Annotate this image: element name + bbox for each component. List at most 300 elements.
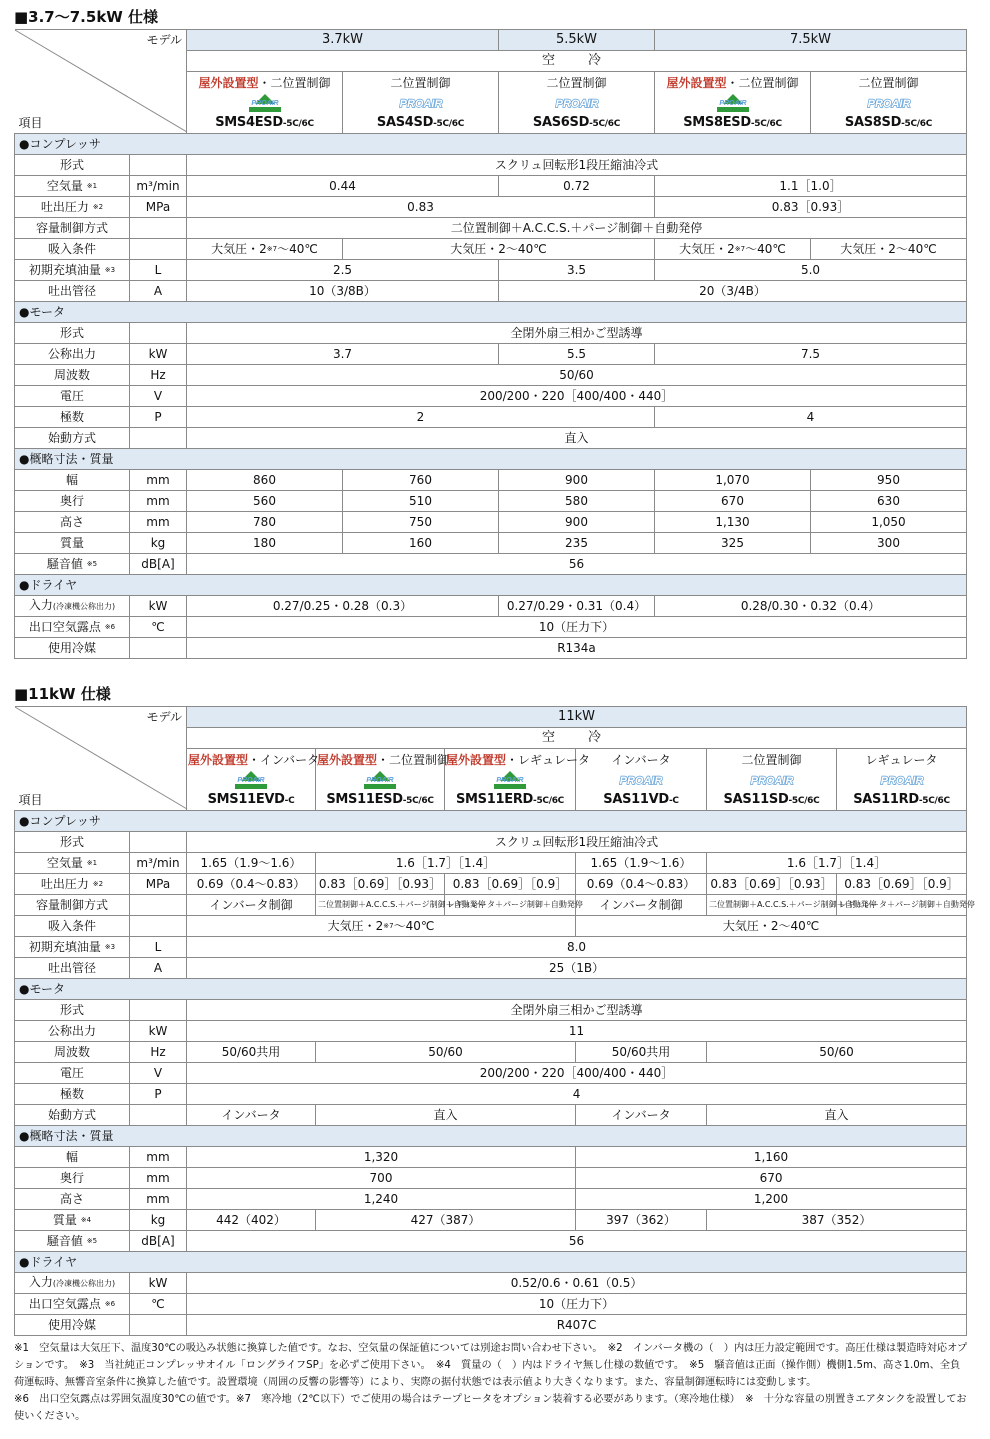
row-unit: MPa <box>130 874 187 895</box>
spec-row <box>15 533 967 554</box>
value-cell: 0.72 <box>499 176 655 197</box>
row-unit: Hz <box>130 1042 187 1063</box>
spec-row <box>15 596 967 617</box>
value-cell: 直入 <box>316 1105 576 1126</box>
spec-row <box>15 1000 967 1021</box>
row-unit: Hz <box>130 365 187 386</box>
value-cell: 160 <box>343 533 499 554</box>
category-row <box>15 1252 967 1273</box>
row-label: 質量 <box>15 533 130 554</box>
model-name <box>708 793 835 808</box>
model-code: SMS11ERD <box>455 792 534 807</box>
spec-row <box>15 1021 967 1042</box>
value-cell: スクリュ回転形1段圧縮油冷式 <box>187 832 967 853</box>
row-label: 吐出圧力 $^{※2}$ <box>15 874 130 895</box>
row-label: 奥行 <box>15 1168 130 1189</box>
model-type <box>577 753 705 767</box>
spec-row <box>15 874 967 895</box>
value-cell: 50/60 <box>316 1042 576 1063</box>
value-cell: 2.5 <box>187 260 499 281</box>
row-label: 吐出圧力 $^{※2}$ <box>15 197 130 218</box>
value-cell: 50/60 <box>707 1042 967 1063</box>
svg-text:PROAIR: PROAIR <box>366 777 394 784</box>
model-cell <box>576 749 707 811</box>
spec-row <box>15 512 967 533</box>
row-label: 形式 <box>15 155 130 176</box>
row-unit: kg <box>130 533 187 554</box>
value-cell: 0.83［0.69］［0.9］ <box>837 874 967 895</box>
value-cell: 4 <box>655 407 967 428</box>
row-unit: V <box>130 1063 187 1084</box>
value-cell: R134a <box>187 638 967 659</box>
value-cell: 全閉外扇三相かご型誘導 <box>187 323 967 344</box>
row-unit <box>130 638 187 659</box>
category-row <box>15 979 967 1000</box>
row-label: 幅 <box>15 470 130 491</box>
capacity-header: 3.7kW <box>187 30 499 51</box>
value-cell: 442（402） <box>187 1210 316 1231</box>
outdoor-label: 屋外設置型 <box>198 76 259 90</box>
proair-logo <box>549 93 605 113</box>
value-cell: 二位置制御＋A.C.C.S.＋パージ制御＋自動発停 <box>187 218 967 239</box>
spec-row <box>15 365 967 386</box>
row-label: 吸入条件 <box>15 916 130 937</box>
value-cell: レギュレータ＋パージ制御＋自動発停 <box>837 895 967 916</box>
model-suffix: -5C/6C <box>433 119 465 129</box>
model-cell <box>655 72 811 134</box>
spec-row <box>15 470 967 491</box>
model-suffix: -5C/6C <box>918 796 950 806</box>
value-cell: 1,070 <box>655 470 811 491</box>
spec-row <box>15 1273 967 1294</box>
value-cell: 900 <box>499 470 655 491</box>
row-unit <box>130 1000 187 1021</box>
model-cell <box>187 749 320 811</box>
category-row <box>15 811 967 832</box>
spec-row <box>15 1042 967 1063</box>
value-cell: 大気圧・2$^{※7}$〜40℃ <box>187 916 576 937</box>
note-ref: ※5 <box>86 1237 98 1245</box>
row-unit: A <box>130 958 187 979</box>
model-header: モデル <box>146 33 182 47</box>
spec-row <box>15 281 967 302</box>
value-cell: インバータ <box>187 1105 316 1126</box>
spec-row <box>15 554 967 575</box>
category-row <box>15 134 967 155</box>
model-code: SMS11EVD <box>207 792 285 807</box>
spec-row <box>15 1315 967 1336</box>
value-cell: 3.5 <box>499 260 655 281</box>
row-unit <box>130 1315 187 1336</box>
control-type: 二位置制御 <box>390 76 451 90</box>
spec-row <box>15 937 967 958</box>
value-cell: R407C <box>187 1315 967 1336</box>
category-label: ●概略寸法・質量 <box>15 1126 967 1147</box>
row-label: 極数 <box>15 407 130 428</box>
model-type <box>812 76 965 90</box>
model-type <box>838 753 965 767</box>
row-label: 電圧 <box>15 386 130 407</box>
row-unit: mm <box>130 470 187 491</box>
item-header: 項目 <box>18 793 43 807</box>
spec-row <box>15 617 967 638</box>
value-cell: 2 <box>187 407 655 428</box>
row-unit: kW <box>130 1021 187 1042</box>
row-unit: m³/min <box>130 853 187 874</box>
value-cell: 750 <box>343 512 499 533</box>
value-cell: 7.5 <box>655 344 967 365</box>
row-label-sub: (冷凍機公称出力) <box>52 602 116 611</box>
value-cell: 1,200 <box>576 1189 967 1210</box>
model-name <box>188 116 341 131</box>
spec-row <box>15 958 967 979</box>
footnotes <box>14 1340 969 1425</box>
capacity-header: 11kW <box>187 707 967 728</box>
row-unit: dB[A] <box>130 1231 187 1252</box>
value-cell: 大気圧・2〜40℃ <box>811 239 967 260</box>
value-cell: 10（圧力下） <box>187 1294 967 1315</box>
value-cell: 510 <box>343 491 499 512</box>
note-ref: ※1 <box>86 182 98 190</box>
value-cell: 1,050 <box>811 512 967 533</box>
note-ref: ※3 <box>104 943 116 951</box>
value-cell: 900 <box>499 512 655 533</box>
model-suffix: -5C/6C <box>750 119 782 129</box>
svg-text:PROAIR: PROAIR <box>867 98 910 110</box>
model-name <box>188 793 314 808</box>
value-cell: 200/200・220［400/400・440］ <box>187 1063 967 1084</box>
note-ref: ※3 <box>104 266 116 274</box>
spec-row <box>15 155 967 176</box>
header-corner <box>15 30 187 134</box>
model-suffix: -C <box>668 796 679 806</box>
model-cell <box>343 72 499 134</box>
model-cell <box>707 749 837 811</box>
control-type: ・二位置制御 <box>377 753 450 767</box>
proair-logo <box>393 93 449 113</box>
row-label: 始動方式 <box>15 1105 130 1126</box>
value-cell: 50/60共用 <box>576 1042 707 1063</box>
value-cell: 1.65（1.9〜1.6） <box>576 853 707 874</box>
value-cell: 0.27/0.29・0.31（0.4） <box>499 596 655 617</box>
value-cell: 大気圧・2$^{※7}$〜40℃ <box>187 239 343 260</box>
row-unit <box>130 239 187 260</box>
row-label: 形式 <box>15 1000 130 1021</box>
model-code: SAS11SD <box>723 792 789 807</box>
row-label: 始動方式 <box>15 428 130 449</box>
row-unit <box>130 323 187 344</box>
value-cell: 1,160 <box>576 1147 967 1168</box>
value-cell: 10（圧力下） <box>187 617 967 638</box>
row-unit <box>130 832 187 853</box>
row-unit <box>130 1105 187 1126</box>
outdoor-label: 屋外設置型 <box>446 753 507 767</box>
row-label: 電圧 <box>15 1063 130 1084</box>
value-cell: 大気圧・2〜40℃ <box>343 239 655 260</box>
value-cell: 25（1B） <box>187 958 967 979</box>
value-cell: 0.69（0.4〜0.83） <box>187 874 316 895</box>
value-cell: 56 <box>187 1231 967 1252</box>
value-cell: 1.65（1.9〜1.6） <box>187 853 316 874</box>
row-label: 形式 <box>15 832 130 853</box>
row-unit: dB[A] <box>130 554 187 575</box>
model-type <box>446 753 591 767</box>
spec-row <box>15 1210 967 1231</box>
spec-row <box>15 1168 967 1189</box>
spec-row <box>15 260 967 281</box>
model-suffix: -C <box>284 796 295 806</box>
value-cell: 1.1［1.0］ <box>655 176 967 197</box>
value-cell: 50/60 <box>187 365 967 386</box>
value-cell: 180 <box>187 533 343 554</box>
row-label: 容量制御方式 <box>15 218 130 239</box>
proair-outdoor-logo <box>237 93 293 113</box>
spec-row <box>15 197 967 218</box>
row-unit: m³/min <box>130 176 187 197</box>
row-unit: kW <box>130 344 187 365</box>
model-type <box>500 76 653 90</box>
svg-text:PROAIR: PROAIR <box>250 100 279 107</box>
row-label: 使用冷媒 <box>15 638 130 659</box>
row-unit: kW <box>130 1273 187 1294</box>
control-type: レギュレータ <box>865 753 938 767</box>
model-code: SAS4SD <box>376 115 434 130</box>
value-cell: 直入 <box>187 428 967 449</box>
model-name <box>838 793 965 808</box>
svg-text:PROAIR: PROAIR <box>718 100 747 107</box>
svg-text:PROAIR: PROAIR <box>619 775 663 787</box>
category-label: ●コンプレッサ <box>15 134 967 155</box>
model-suffix: -5C/6C <box>402 796 434 806</box>
spec-row <box>15 1294 967 1315</box>
cooling-type: 空 冷 <box>187 728 967 749</box>
value-cell: 0.69（0.4〜0.83） <box>576 874 707 895</box>
value-cell: 0.83［0.69］［0.9］ <box>445 874 576 895</box>
category-row <box>15 449 967 470</box>
model-code: SMS4ESD <box>215 115 283 130</box>
value-cell: 4 <box>187 1084 967 1105</box>
category-label: ●モータ <box>15 302 967 323</box>
value-cell: 235 <box>499 533 655 554</box>
model-code: SAS6SD <box>532 115 590 130</box>
value-cell: 397（362） <box>576 1210 707 1231</box>
row-label: 入力(冷凍機公称出力) <box>15 596 130 617</box>
row-label: 公称出力 <box>15 344 130 365</box>
row-unit <box>130 218 187 239</box>
value-cell: 1,240 <box>187 1189 576 1210</box>
value-cell: 427（387） <box>316 1210 576 1231</box>
row-label: 奥行 <box>15 491 130 512</box>
model-type <box>317 753 450 767</box>
value-cell: 325 <box>655 533 811 554</box>
model-suffix: -5C/6C <box>589 119 621 129</box>
control-type: ・インバータ <box>248 753 320 767</box>
row-label: 容量制御方式 <box>15 895 130 916</box>
row-label: 質量 $^{※4}$ <box>15 1210 130 1231</box>
spec-row <box>15 323 967 344</box>
value-cell: インバータ制御 <box>576 895 707 916</box>
control-type: ・レギュレータ <box>506 753 591 767</box>
value-cell: 300 <box>811 533 967 554</box>
row-unit <box>130 155 187 176</box>
row-label: 高さ <box>15 512 130 533</box>
spec-row <box>15 1231 967 1252</box>
spec-row <box>15 1189 967 1210</box>
footnote: ※6 出口空気露点は雰囲気温度30℃の値です。※7 寒冷地（2℃以下）でご使用の場合はテープヒータをオプション装着する必要があります。（寒冷地仕様） ※ 十分な容量の別置きエアタンクを設置してお使いください。 <box>14 1394 967 1422</box>
row-unit: mm <box>130 1189 187 1210</box>
value-cell: 11 <box>187 1021 967 1042</box>
value-cell: 0.28/0.30・0.32（0.4） <box>655 596 967 617</box>
row-unit: P <box>130 1084 187 1105</box>
model-header: モデル <box>146 710 182 724</box>
row-label-sub: (冷凍機公称出力) <box>52 1279 116 1288</box>
value-cell: 1,130 <box>655 512 811 533</box>
svg-text:PROAIR: PROAIR <box>880 775 923 787</box>
spec-row <box>15 407 967 428</box>
model-suffix: -5C/6C <box>901 119 933 129</box>
value-cell: 1.6［1.7］［1.4］ <box>316 853 576 874</box>
outdoor-label: 屋外設置型 <box>666 76 727 90</box>
row-unit: mm <box>130 512 187 533</box>
model-cell <box>811 72 967 134</box>
value-cell: 0.44 <box>187 176 499 197</box>
value-cell: 二位置制御＋A.C.C.S.＋パージ制御＋自動発停 <box>707 895 837 916</box>
control-type: ・二位置制御 <box>726 76 799 90</box>
svg-text:PROAIR: PROAIR <box>555 98 598 110</box>
value-cell: 5.0 <box>655 260 967 281</box>
model-suffix: -5C/6C <box>533 796 564 806</box>
row-label: 騒音値 $^{※5}$ <box>15 554 130 575</box>
row-label: 公称出力 <box>15 1021 130 1042</box>
control-type: 二位置制御 <box>546 76 607 90</box>
row-label: 初期充填油量 $^{※3}$ <box>15 260 130 281</box>
value-cell: 3.7 <box>187 344 499 365</box>
row-unit: mm <box>130 1147 187 1168</box>
value-cell: 8.0 <box>187 937 967 958</box>
item-header: 項目 <box>18 116 43 130</box>
model-type <box>708 753 835 767</box>
proair-outdoor-logo <box>223 770 279 790</box>
category-label: ●概略寸法・質量 <box>15 449 967 470</box>
row-label: 初期充填油量 $^{※3}$ <box>15 937 130 958</box>
footnote: ※1 空気量は大気圧下、温度30℃の吸込み状態に換算した値です。なお、空気量の保証値については別途お問い合わせ下さい。 ※2 インバータ機の（ ）内は圧力設定範囲です。高圧仕様は製造時対応オプションです。 ※3 当社純正コンプレッサオイル「ロングライフSP」を必ずご使用下さい。 ※4 質量の（ ）内はドライヤ無し仕様の数値です。 ※5 騒音値は正面（操作側）機側1.5m、高さ1.0m、全負荷運転時、無響音室条件に換算した値です。設置環境（周囲の反響の影響等）により、実際の据付状態では表示値より大きくなります。また、容量制御運転時には変動します。 <box>14 1343 968 1388</box>
row-unit: ℃ <box>130 617 187 638</box>
proair-logo <box>874 770 930 790</box>
value-cell: 0.83［0.69］［0.93］ <box>316 874 445 895</box>
row-unit <box>130 895 187 916</box>
row-label: 騒音値 $^{※5}$ <box>15 1231 130 1252</box>
section2-title: ■11kW 仕様 <box>14 685 111 703</box>
model-code: SAS8SD <box>844 115 902 130</box>
value-cell: 0.27/0.25・0.28（0.3） <box>187 596 499 617</box>
row-unit: A <box>130 281 187 302</box>
value-cell: 0.83［0.93］ <box>655 197 967 218</box>
value-cell: 387（352） <box>707 1210 967 1231</box>
svg-text:PROAIR: PROAIR <box>237 777 265 784</box>
spec-row <box>15 491 967 512</box>
control-type: 二位置制御 <box>741 753 802 767</box>
row-unit: kW <box>130 596 187 617</box>
value-cell: 10（3/8B） <box>187 281 499 302</box>
row-unit <box>130 428 187 449</box>
value-cell: 0.83 <box>187 197 655 218</box>
category-label: ●ドライヤ <box>15 575 967 596</box>
spec-row <box>15 1105 967 1126</box>
control-type: 二位置制御 <box>858 76 919 90</box>
control-type: ・二位置制御 <box>258 76 331 90</box>
value-cell: 0.52/0.6・0.61（0.5） <box>187 1273 967 1294</box>
spec-row <box>15 428 967 449</box>
proair-outdoor-logo <box>482 770 538 790</box>
value-cell: 直入 <box>707 1105 967 1126</box>
svg-text:PROAIR: PROAIR <box>750 775 793 787</box>
row-label: 空気量 $^{※1}$ <box>15 176 130 197</box>
row-label: 空気量 $^{※1}$ <box>15 853 130 874</box>
model-cell <box>316 749 450 811</box>
value-cell: 630 <box>811 491 967 512</box>
row-label: 極数 <box>15 1084 130 1105</box>
model-name <box>317 793 443 808</box>
capacity-header: 5.5kW <box>499 30 655 51</box>
value-cell: 760 <box>343 470 499 491</box>
spec-row <box>15 1084 967 1105</box>
value-cell: 670 <box>576 1168 967 1189</box>
spec-row <box>15 386 967 407</box>
spec-table-11kw <box>14 706 975 1336</box>
header-corner <box>15 707 187 811</box>
spec-row <box>15 1147 967 1168</box>
value-cell: 大気圧・2$^{※7}$〜40℃ <box>655 239 811 260</box>
row-unit: mm <box>130 1168 187 1189</box>
value-cell: 580 <box>499 491 655 512</box>
control-type: インバータ <box>611 753 671 767</box>
model-name <box>577 793 705 808</box>
note-ref: ※6 <box>104 1300 116 1308</box>
row-unit: MPa <box>130 197 187 218</box>
model-type <box>656 76 809 90</box>
spec-table-3.7-7.5kw <box>14 29 967 659</box>
row-label: 出口空気露点 $^{※6}$ <box>15 617 130 638</box>
spec-row <box>15 344 967 365</box>
spec-row <box>15 1063 967 1084</box>
model-cell <box>499 72 655 134</box>
row-unit: P <box>130 407 187 428</box>
model-name <box>344 116 497 131</box>
model-name <box>500 116 653 131</box>
value-cell: レギュレータ＋パージ制御＋自動発停 <box>445 895 576 916</box>
model-type <box>344 76 497 90</box>
capacity-header: 7.5kW <box>655 30 967 51</box>
model-code: SAS11RD <box>853 792 919 807</box>
value-cell: インバータ制御 <box>187 895 316 916</box>
note-ref: ※6 <box>104 623 116 631</box>
value-cell: 860 <box>187 470 343 491</box>
category-label: ●モータ <box>15 979 967 1000</box>
model-name <box>812 116 965 131</box>
category-row <box>15 575 967 596</box>
value-cell: 0.83［0.69］［0.93］ <box>707 874 837 895</box>
row-unit: ℃ <box>130 1294 187 1315</box>
value-cell: スクリュ回転形1段圧縮油冷式 <box>187 155 967 176</box>
row-label: 幅 <box>15 1147 130 1168</box>
spec-row <box>15 638 967 659</box>
category-label: ●コンプレッサ <box>15 811 967 832</box>
value-cell: 780 <box>187 512 343 533</box>
row-label: 周波数 <box>15 365 130 386</box>
row-label: 出口空気露点 $^{※6}$ <box>15 1294 130 1315</box>
model-cell <box>187 72 343 134</box>
spec-row <box>15 832 967 853</box>
